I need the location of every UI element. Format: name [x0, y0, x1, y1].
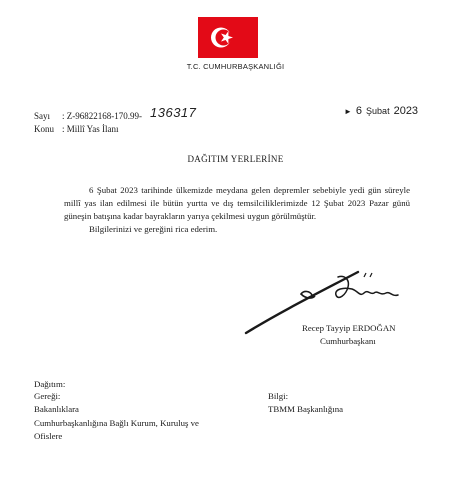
date-day: 6 [355, 105, 363, 117]
bilgi-item: TBMM Başkanlığına [268, 404, 344, 414]
organization-name: T.C. CUMHURBAŞKANLIĞI [186, 62, 285, 71]
date-year: 2023 [393, 105, 419, 117]
geregi-item: Bakanlıklara [34, 404, 79, 414]
sayi-value: : Z-96822168-170.99- [62, 111, 142, 121]
geregi-label: Gereği: [34, 391, 61, 401]
konu-label: Konu [34, 124, 54, 134]
date-month: Şubat [366, 106, 390, 116]
handwritten-signature [240, 257, 410, 347]
geregi-item: Ofislere [34, 431, 63, 441]
signer-name: Recep Tayyip ERDOĞAN [302, 323, 396, 333]
document-heading: DAĞITIM YERLERİNE [187, 154, 284, 164]
distribution-label: Dağıtım: [34, 379, 66, 389]
sayi-handwritten-number: 136317 [150, 105, 197, 120]
turkish-flag-icon [198, 17, 258, 58]
body-text [64, 185, 410, 237]
geregi-item: Cumhurbaşkanlığına Bağlı Kurum, Kuruluş ve [34, 418, 199, 428]
bilgi-label: Bilgi: [268, 391, 289, 401]
body-line-3: güneşin batışına kadar bayrakların yarıya çekilmesi uygun görülmüştür. [64, 210, 317, 221]
konu-value: : Millî Yas İlanı [62, 124, 119, 134]
date-stamp-mark: ► [344, 107, 352, 116]
document-date [344, 105, 418, 117]
body-line-2: millî yas ilan edilmesi ile bütün yurtta ve dış temsilciliklerimizde 12 Şubat 2023 Pazar günü [64, 197, 410, 208]
sayi-label: Sayı [34, 111, 51, 121]
signer-title: Cumhurbaşkanı [320, 336, 376, 346]
body-line-1: 6 Şubat 2023 tarihinde ülkemizde meydana gelen depremler sebebiyle yedi gün süreyle [89, 185, 410, 195]
body-closing-line: Bilgilerinizi ve gereğini rica ederim. [89, 224, 218, 235]
